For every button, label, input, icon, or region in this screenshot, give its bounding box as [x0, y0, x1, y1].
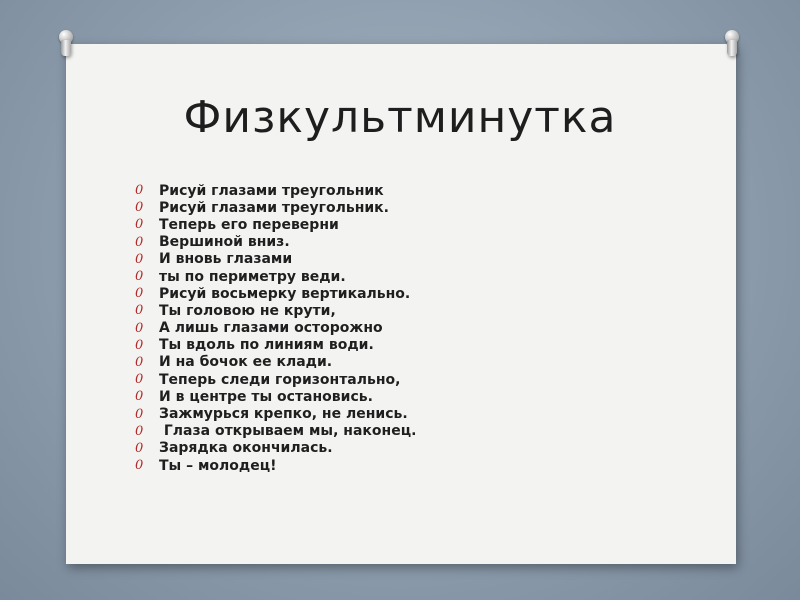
bullet-icon: 0	[135, 440, 144, 456]
bullet-icon: 0	[135, 269, 144, 285]
bullet-icon: 0	[135, 200, 144, 216]
list-item-text: А лишь глазами осторожно	[159, 320, 383, 337]
list-item-text: ты по периметру веди.	[159, 268, 346, 285]
list-item-text: Ты вдоль по линиям води.	[159, 337, 374, 354]
pushpin-body	[727, 40, 737, 56]
bullet-icon: 0	[135, 183, 144, 199]
bullet-list	[135, 182, 416, 474]
list-item-text: Теперь следи горизонтально,	[159, 371, 401, 388]
list-item-text: Зажмурься крепко, не ленись.	[159, 406, 408, 423]
bullet-icon: 0	[135, 372, 144, 388]
pushpin-icon	[52, 30, 80, 60]
list-item	[135, 182, 416, 199]
list-item	[135, 320, 416, 337]
list-item	[135, 285, 416, 302]
bullet-icon: 0	[135, 354, 144, 370]
bullet-icon: 0	[135, 303, 144, 319]
bullet-icon: 0	[135, 458, 144, 474]
list-item-text: Теперь его переверни	[159, 216, 339, 233]
bullet-icon: 0	[135, 406, 144, 422]
pushpin-icon	[718, 30, 746, 60]
list-item	[135, 199, 416, 216]
list-item-text: Рисуй глазами треугольник	[159, 182, 384, 199]
list-item	[135, 440, 416, 457]
bullet-icon: 0	[135, 337, 144, 353]
list-item	[135, 251, 416, 268]
bullet-icon: 0	[135, 217, 144, 233]
list-item	[135, 216, 416, 233]
bullet-icon: 0	[135, 389, 144, 405]
list-item	[135, 423, 416, 440]
list-item-text: Рисуй глазами треугольник.	[159, 199, 390, 216]
list-item-text: И вновь глазами	[159, 251, 293, 268]
list-item-text: И в центре ты остановись.	[159, 388, 373, 405]
bullet-icon: 0	[135, 286, 144, 302]
bullet-icon: 0	[135, 423, 144, 439]
list-item	[135, 268, 416, 285]
list-item-text: И на бочок ее клади.	[159, 354, 333, 371]
list-item	[135, 371, 416, 388]
list-item	[135, 337, 416, 354]
list-item-text: Глаза открываем мы, наконец.	[159, 423, 417, 440]
pushpin-body	[61, 40, 71, 56]
bullet-icon: 0	[135, 251, 144, 267]
bullet-icon: 0	[135, 320, 144, 336]
list-item	[135, 457, 416, 474]
slide-title: Физкультминутка	[183, 92, 617, 143]
list-item-text: Ты головою не крути,	[159, 302, 336, 319]
list-item-text: Вершиной вниз.	[159, 234, 290, 251]
list-item-text: Ты – молодец!	[159, 457, 277, 474]
list-item-text: Рисуй восьмерку вертикально.	[159, 285, 411, 302]
bullet-icon: 0	[135, 234, 144, 250]
list-item	[135, 234, 416, 251]
list-item-text: Зарядка окончилась.	[159, 440, 333, 457]
list-item	[135, 302, 416, 319]
list-item	[135, 405, 416, 422]
list-item	[135, 354, 416, 371]
list-item	[135, 388, 416, 405]
